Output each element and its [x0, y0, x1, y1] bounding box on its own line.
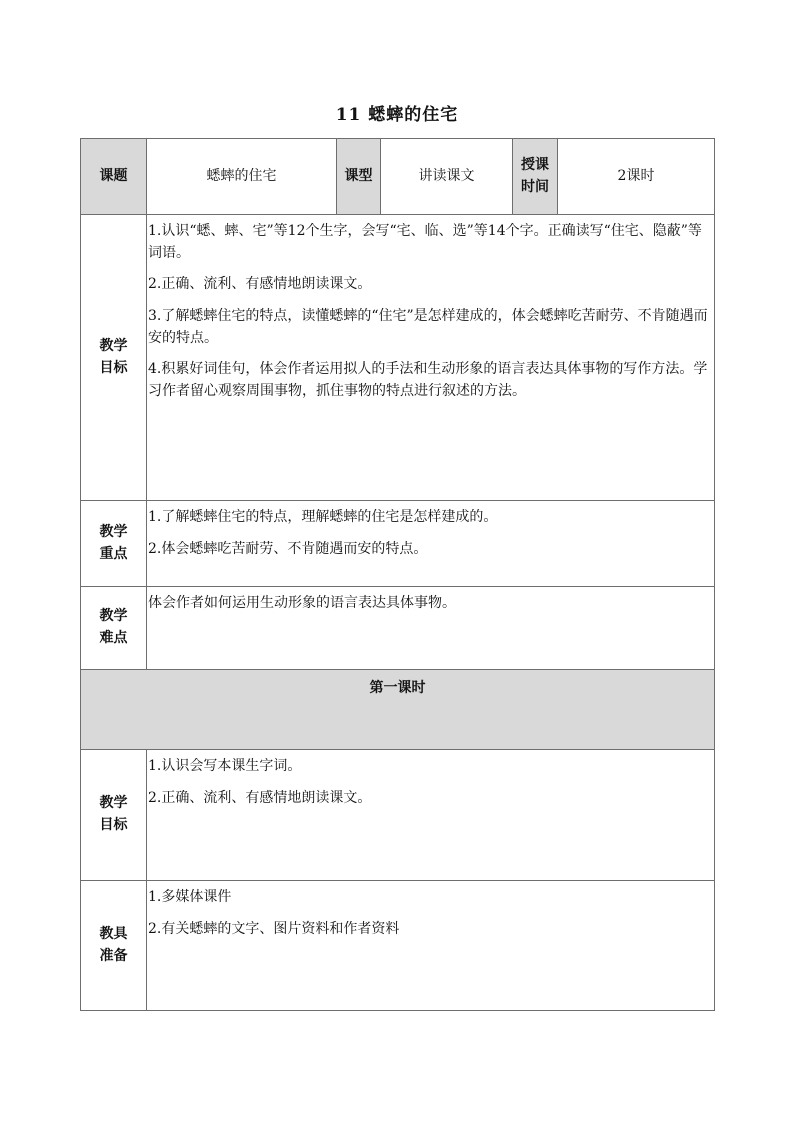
session-goals-label	[81, 750, 147, 881]
goals-row	[81, 215, 715, 501]
materials-label-line-2: 准备	[99, 947, 128, 964]
goal-item: 2.正确、流利、有感情地朗读课文。	[148, 276, 372, 293]
document-title: 11 蟋蟀的住宅	[335, 105, 459, 125]
difficulties-content	[147, 587, 715, 670]
difficulties-label	[81, 587, 147, 670]
key-point-item: 2.体会蟋蟀吃苦耐劳、不肯随遇而安的特点。	[148, 540, 428, 557]
goal-item: 4.积累好词佳句，体会作者运用拟人的手法和生动形象的语言表达具体事物的写作方法。学习作者留心观察周围事物，抓住事物的特点进行叙述的方法。	[148, 361, 708, 400]
materials-label-line-1: 教具	[99, 925, 128, 942]
topic-label: 课题	[81, 139, 147, 215]
materials-row	[81, 881, 715, 1011]
session-goals-label-line-2: 目标	[99, 817, 128, 833]
session-goal-item: 1.认识会写本课生字词。	[148, 758, 302, 774]
header-row	[81, 139, 715, 215]
key-points-row	[81, 501, 715, 587]
lesson-plan-table	[80, 138, 715, 1011]
session-goals-row	[81, 750, 715, 881]
goals-label	[81, 215, 147, 501]
key-points-label-line-1: 教学	[99, 523, 128, 540]
goal-item: 1.认识“蟋、蟀、宅”等12个生字，会写“宅、临、选”等14个字。正确读写“住宅、隐蔽”等词语。	[148, 223, 702, 261]
type-label: 课型	[337, 139, 381, 215]
key-points-label-line-2: 重点	[99, 545, 128, 562]
key-points-label	[81, 501, 147, 587]
material-item: 1.多媒体课件	[148, 889, 232, 905]
time-value: 2课时	[558, 139, 715, 215]
goal-item: 3.了解蟋蟀住宅的特点，读懂蟋蟀的“住宅”是怎样建成的，体会蟋蟀吃苦耐劳、不肯随遇而安的特点。	[148, 308, 708, 346]
goals-label-line-1: 教学	[99, 337, 128, 354]
difficulties-label-line-1: 教学	[99, 608, 128, 625]
material-item: 2.有关蟋蟀的文字、图片资料和作者资料	[148, 920, 400, 937]
session-title: 第一课时	[81, 670, 715, 750]
key-points-content	[147, 501, 715, 587]
difficulties-label-line-2: 难点	[99, 630, 128, 646]
difficulty-item: 体会作者如何运用生动形象的语言表达具体事物。	[148, 595, 456, 611]
key-point-item: 1.了解蟋蟀住宅的特点，理解蟋蟀的住宅是怎样建成的。	[148, 509, 498, 525]
goals-content	[147, 215, 715, 501]
materials-content	[147, 881, 715, 1011]
topic-value: 蟋蟀的住宅	[147, 139, 337, 215]
session-row	[81, 670, 715, 750]
session-goal-item: 2.正确、流利、有感情地朗读课文。	[148, 789, 372, 806]
session-goals-label-line-1: 教学	[99, 795, 128, 812]
type-value: 讲读课文	[381, 139, 513, 215]
session-goals-content	[147, 750, 715, 881]
time-label	[513, 139, 558, 215]
time-label-line-1: 授课	[521, 156, 549, 173]
materials-label	[81, 881, 147, 1011]
time-label-line-2: 时间	[521, 178, 549, 195]
difficulties-row	[81, 587, 715, 670]
goals-label-line-2: 目标	[99, 359, 128, 376]
